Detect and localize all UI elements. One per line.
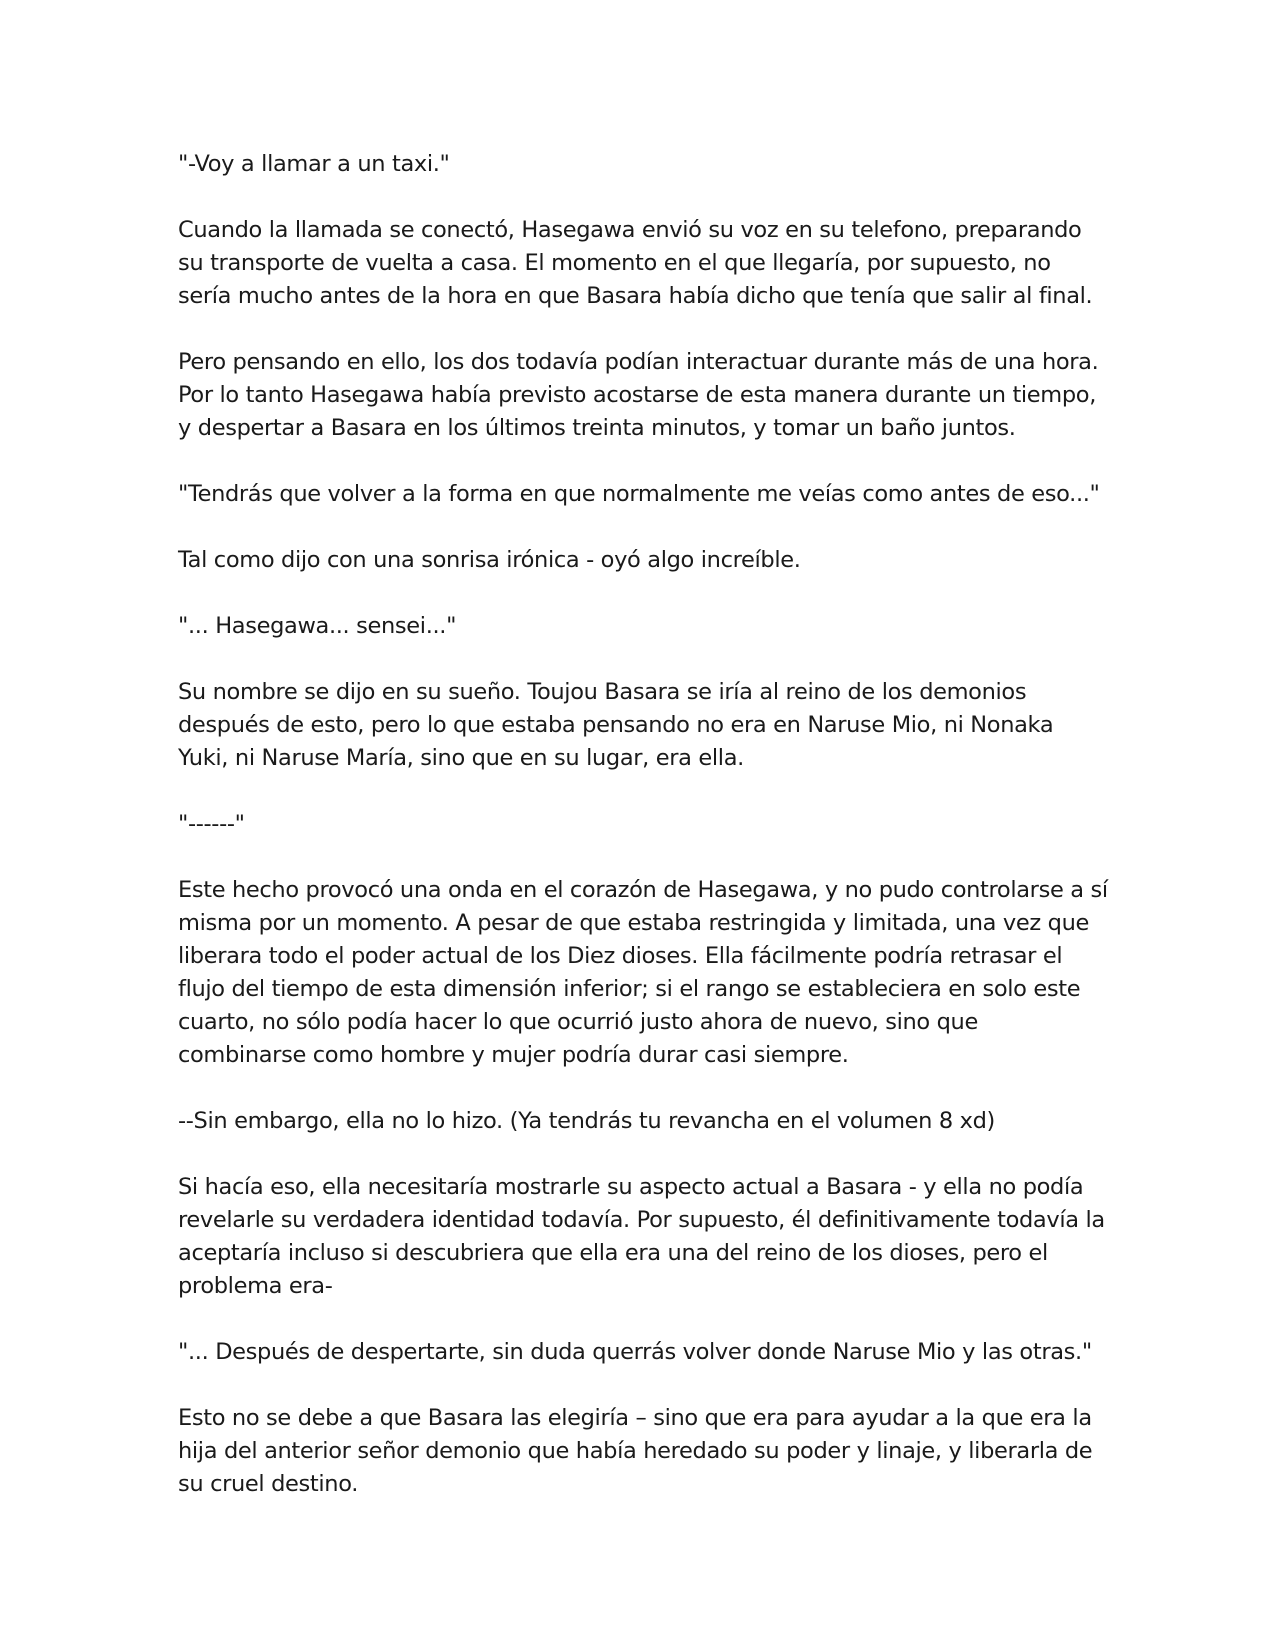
paragraph: "Tendrás que volver a la forma en que normalmente me veías como antes de eso..." — [178, 481, 1100, 507]
paragraph: Esto no se debe a que Basara las elegiría – sino que era para ayudar a la que era la hija del anterior señor demonio que había heredado su poder y linaje, y liberarla de su cruel destino. — [178, 1405, 1093, 1497]
paragraph: "... Después de despertarte, sin duda querrás volver donde Naruse Mio y las otras." — [178, 1339, 1092, 1365]
paragraph: Este hecho provocó una onda en el corazón de Hasegawa, y no pudo controlarse a sí misma por un momento. A pesar de que estaba restringida y limitada, una vez que liberara todo el poder actual de los Diez dioses. Ella fácilmente podría retrasar el flujo del tiempo de esta dimensión inferior; si el rango se estableciera en solo este cuarto, no sólo podía hacer lo que ocurrió justo ahora de nuevo, sino que combinarse como hombre y mujer podría durar casi siempre. — [178, 877, 1108, 1068]
paragraph: Su nombre se dijo en su sueño. Toujou Basara se iría al reino de los demonios después de esto, pero lo que estaba pensando no era en Naruse Mio, ni Nonaka Yuki, ni Naruse María, sino que en su lugar, era ella. — [178, 679, 1054, 771]
paragraph: Tal como dijo con una sonrisa irónica - oyó algo increíble. — [178, 547, 801, 573]
paragraph: "-Voy a llamar a un taxi." — [178, 151, 450, 177]
document-body — [178, 148, 1108, 1534]
paragraph: --Sin embargo, ella no lo hizo. (Ya tendrás tu revancha en el volumen 8 xd) — [178, 1108, 995, 1134]
paragraph: Pero pensando en ello, los dos todavía podían interactuar durante más de una hora. Por lo tanto Hasegawa había previsto acostarse de esta manera durante un tiempo, y despertar a Basara en los últimos treinta minutos, y tomar un baño juntos. — [178, 349, 1099, 441]
paragraph: Cuando la llamada se conectó, Hasegawa envió su voz en su telefono, preparando su transporte de vuelta a casa. El momento en el que llegaría, por supuesto, no sería mucho antes de la hora en que Basara había dicho que tenía que salir al final. — [178, 217, 1093, 309]
paragraph: "... Hasegawa... sensei..." — [178, 613, 457, 639]
paragraph: Si hacía eso, ella necesitaría mostrarle su aspecto actual a Basara - y ella no podía revelarle su verdadera identidad todavía. Por supuesto, él definitivamente todavía la aceptaría incluso si descubriera que ella era una del reino de los dioses, pero el problema era- — [178, 1174, 1105, 1299]
paragraph: "------" — [178, 811, 245, 837]
